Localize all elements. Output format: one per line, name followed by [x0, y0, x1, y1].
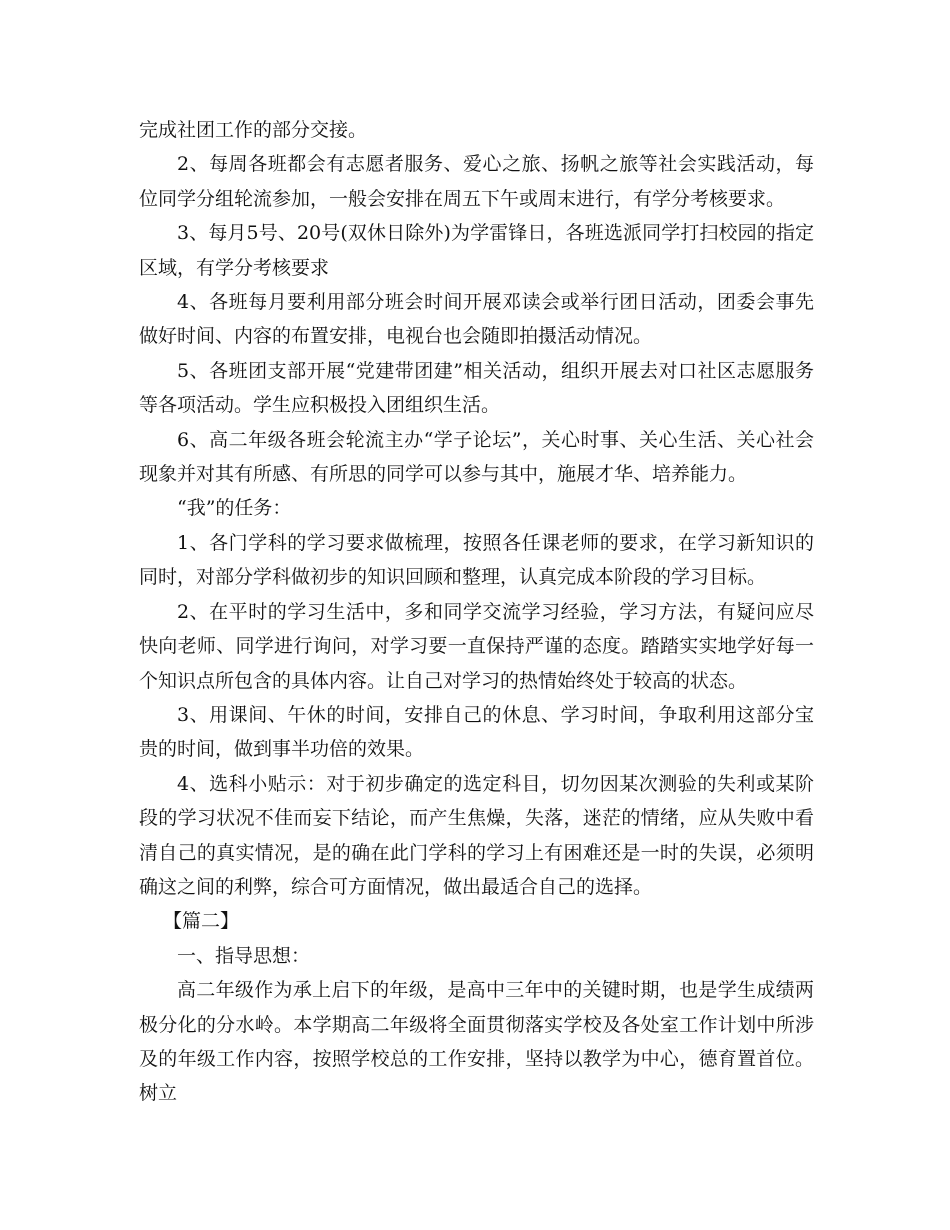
paragraph-continuation: 完成社团工作的部分交接。: [139, 119, 368, 141]
paragraph-item-2-volunteer: 2、每周各班都会有志愿者服务、爱心之旅、扬帆之旅等社会实践活动，每位同学分组轮流参加，一般会安排在周五下午或周末进行，有学分考核要求。: [139, 153, 814, 210]
paragraph-guiding-ideology: 高二年级作为承上启下的年级，是高中三年中的关键时期，也是学生成绩两极分化的分水岭。本学期高二年级将全面贯彻落实学校及各处室工作计划中所涉及的年级工作内容，按照学校总的工作安排，坚持以教学为中心，德育置首位。树立: [139, 979, 814, 1105]
section-heading-my-tasks: “我”的任务：: [177, 497, 292, 520]
paragraph-task-4: 4、选科小贴示：对于初步确定的选定科目，切勿因某次测验的失利或某阶段的学习状况不佳而妄下结论，而产生焦燥，失落，迷茫的情绪，应从失败中看清自己的真实情况，是的确在此门学科的学习上有困难还是一时的失误，必须明确这之间的利弊，综合可方面情况，做出最适合自己的选择。: [139, 772, 814, 898]
paragraph-item-5-party-league: 5、各班团支部开展“党建带团建”相关活动，组织开展去对口社区志愿服务等各项活动。学生应积极投入团组织生活。: [139, 359, 814, 417]
section-heading-part-two: 【篇二】: [163, 910, 240, 933]
paragraph-task-2: 2、在平时的学习生活中，多和同学交流学习经验，学习方法，有疑问应尽快向老师、同学进行询问，对学习要一直保持严谨的态度。踏踏实实地学好每一个知识点所包含的具体内容。让自己对学习的热情始终处于较高的状态。: [139, 600, 814, 692]
paragraph-item-4-class-meeting: 4、各班每月要利用部分班会时间开展邓读会或举行团日活动，团委会事先做好时间、内容的布置安排，电视台也会随即拍摄活动情况。: [139, 291, 814, 348]
paragraph-task-3: 3、用课间、午休的时间，安排自己的休息、学习时间，争取利用这部分宝贵的时间，做到事半功倍的效果。: [139, 703, 814, 761]
paragraph-task-1: 1、各门学科的学习要求做梳理，按照各任课老师的要求，在学习新知识的同时，对部分学科做初步的知识回顾和整理，认真完成本阶段的学习目标。: [139, 531, 814, 589]
document-body: [139, 113, 814, 1111]
paragraph-item-6-forum: 6、高二年级各班会轮流主办“学子论坛”，关心时事、关心生活、关心社会现象并对其有所感、有所思的同学可以参与其中，施展才华、培养能力。: [139, 428, 814, 486]
paragraph-item-3-leifeng-day: 3、每月5号、20号(双休日除外)为学雷锋日，各班选派同学打扫校园的指定区域，有学分考核要求: [139, 222, 814, 279]
section-heading-guiding-ideology: 一、指导思想：: [177, 944, 311, 967]
